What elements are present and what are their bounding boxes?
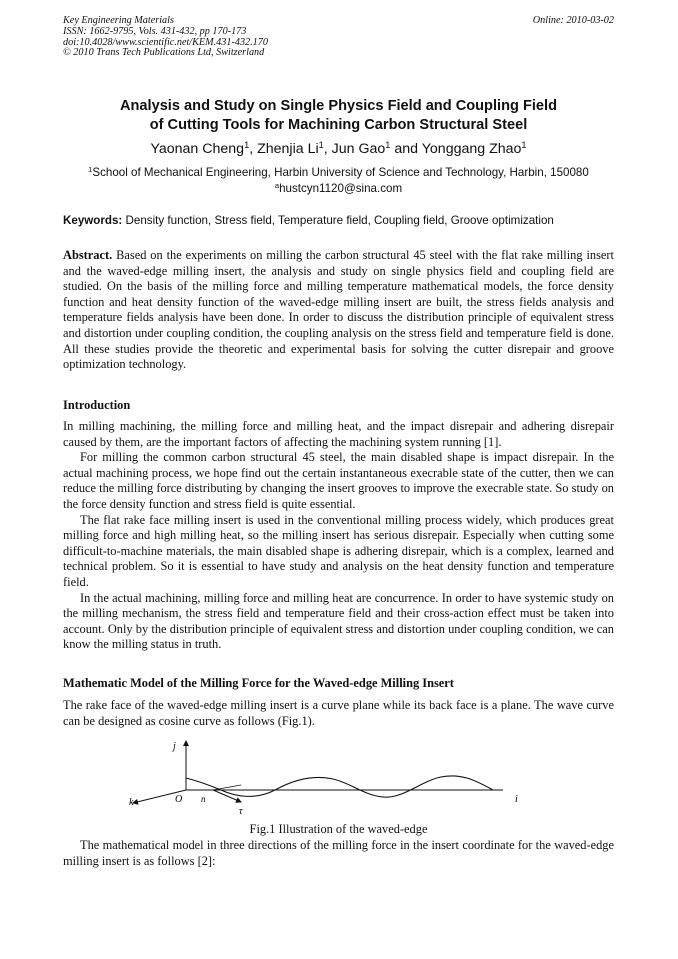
author-affil-mark: 1 [244, 139, 250, 150]
title-line-1: Analysis and Study on Single Physics Field and Coupling Field [119, 98, 558, 114]
axis-label-i: i [515, 794, 518, 805]
email-line [63, 181, 614, 197]
vector-label-n: n [201, 794, 206, 804]
journal-header [63, 16, 614, 59]
section-heading-introduction: Introduction [63, 398, 131, 412]
author-separator: , [249, 141, 258, 157]
keywords [63, 213, 614, 228]
author-name: Zhenjia Li [257, 141, 319, 157]
section2-body [63, 698, 614, 729]
author-name: Yaonan Cheng [150, 141, 245, 157]
issn-line: ISSN: 1662-9795, Vols. 431-432, pp 170-173 [63, 25, 247, 37]
affiliation [63, 165, 614, 196]
introduction-body [63, 419, 614, 653]
title-line-2: of Cutting Tools for Machining Carbon Structural Steel [149, 116, 528, 133]
paragraph: The rake face of the waved-edge milling insert is a curve plane while its back face is a plane. The wave curve can be designed as cosine curve as follows (Fig.1). [63, 698, 614, 728]
author-name: Yonggang Zhao [421, 141, 522, 157]
abstract [63, 248, 614, 373]
axis-label-j: j [173, 741, 176, 752]
waved-edge-diagram [63, 735, 614, 825]
axis-label-k: k [129, 797, 134, 808]
online-date: Online: 2010-03-02 [532, 15, 614, 26]
section-heading-milling-force-model: Mathematic Model of the Milling Force for the Waved-edge Milling Insert [63, 676, 454, 690]
origin-label: O [175, 794, 183, 805]
affiliation-line [63, 165, 614, 181]
abstract-text: Based on the experiments on milling the carbon structural 45 steel with the flat rake milling insert and the waved-edge milling insert, the analysis and study on single physics field and coupling field are studied. On the basis of the milling force and milling temperature mathematical models, the force density function and heat density function of the waved-edge milling insert are built, the stress fields analysis and temperature fields analysis have been done. In order to discuss the distribution principle of equivalent stress and distortion under coupling condition, the coupling analysis on the stress field and temperature field is done. All these studies provide the theoretic and experimental basis for solving the cutter disrepair and groove optimization technology. [63, 248, 614, 372]
keywords-label: Keywords: [63, 214, 123, 227]
author-separator: , [323, 141, 332, 157]
author-affil-mark: 1 [385, 139, 391, 150]
copyright-line: © 2010 Trans Tech Publications Ltd, Switzerland [63, 47, 265, 59]
keywords-text: Density function, Stress field, Temperature field, Coupling field, Groove optimization [125, 214, 554, 227]
n-vector [213, 785, 241, 790]
paragraph: The flat rake face milling insert is used in the conventional milling process widely, which produces great milling force and high milling heat, so the milling insert has serious disrepair. Especially when cutting some difficult-to-machine materials, the main disabled shape is adhering disrepair, which is a complex, learned and technical problem. So it is essential to have study and analysis on the heat density function and temperature field. [63, 512, 614, 589]
paragraph: In the actual machining, milling force and milling heat are concurrence. In order to have systemic study on the milling mechanism, the stress field and temperature field and their cross-action effect must be taken into account. Only by the distribution principle of equivalent stress and distortion under coupling condition, we can know the milling status in truth. [63, 590, 614, 652]
journal-name: Key Engineering Materials [63, 15, 174, 26]
email-mark: a [274, 180, 280, 190]
figure-waved-edge [63, 735, 614, 825]
author-separator: and [390, 141, 422, 157]
vector-label-tau: τ [239, 806, 243, 817]
section2-body-continued [63, 838, 614, 869]
doi-line: doi:10.4028/www.scientific.net/KEM.431-432.170 [63, 36, 268, 48]
author-affil-mark: 1 [521, 139, 527, 150]
author-affil-mark: 1 [318, 139, 324, 150]
figure-caption: Fig.1 Illustration of the waved-edge [249, 822, 428, 836]
paragraph: For milling the common carbon structural 45 steel, the main disabled shape is impact disrepair. In the actual machining process, we hope find out the certain instantaneous execrable state of the cutter, then we can reduce the milling force distributing by changing the insert grooves to improve the execrable state. So study on the force density function and stress field is quite essential. [63, 450, 614, 511]
paper-title [63, 97, 614, 134]
paragraph: In milling machining, the milling force and milling heat, and the impact disrepair and adhering disrepair caused by them, are the important factors of affecting the machining system running [1]. [63, 419, 614, 449]
author-name: Jun Gao [331, 141, 386, 157]
affiliation-mark: 1 [88, 164, 93, 174]
author-email: hustcyn1120@sina.com [279, 181, 403, 195]
author-list [63, 140, 614, 158]
paragraph: The mathematical model in three directions of the milling force in the insert coordinate for the waved-edge milling insert is as follows [2]: [63, 838, 614, 868]
affiliation-text: School of Mechanical Engineering, Harbin University of Science and Technology, Harbin, 150080 [92, 166, 589, 179]
tau-vector [213, 790, 241, 802]
abstract-label: Abstract. [63, 248, 113, 262]
